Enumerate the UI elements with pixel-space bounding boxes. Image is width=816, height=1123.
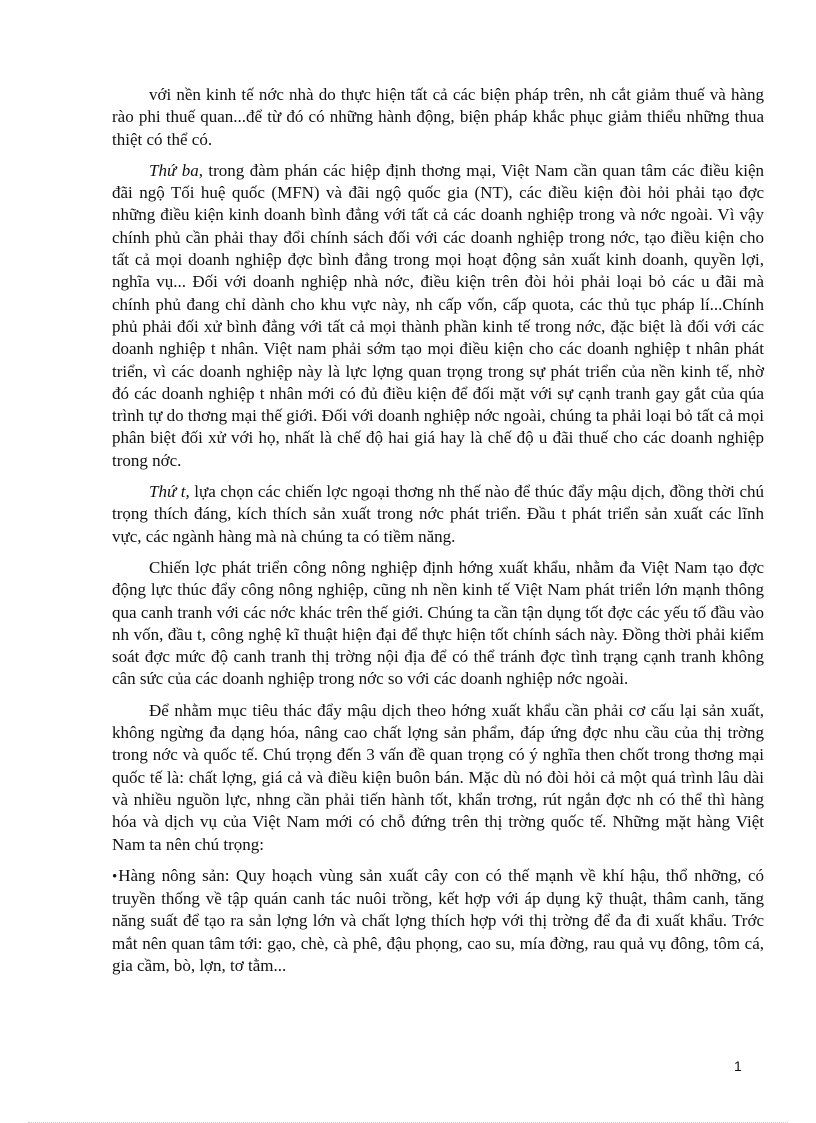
page-number: 1 (734, 1058, 742, 1074)
bullet-item-text: Hàng nông sản: Quy hoạch vùng sản xuất cây con có thế mạnh về khí hậu, thổ nhỡng, có truyền thống về tập quán canh tác nuôi trồng, kết hợp với áp dụng kỹ thuật, thâm canh, tăng năng suất để tạo ra sản lợng lớn và chất lợng thích hợp với thị trờng để đa đi xuất khẩu. Trớc mắt nên quan tâm tới: gạo, chè, cà phê, đậu phọng, cao su, mía đờng, rau quả vụ đông, tôm cá, gia cầm, bò, lợn, tơ tằm... (112, 865, 764, 975)
paragraph-3-chien-luoc (112, 557, 764, 691)
bullet-item-hang-nong-san (112, 865, 764, 977)
paragraph-0-text: với nền kinh tế nớc nhà do thực hiện tất cả các biện pháp trên, nh cắt giảm thuế và hàng rào phi thuế quan...để từ đó có những hành động, biện pháp khắc phục giảm thiểu những thua thiệt có thể có. (112, 85, 764, 149)
paragraph-1-lead-italic: Thứ ba (149, 160, 199, 180)
paragraph-1-thu-ba (112, 160, 764, 472)
paragraph-2-text: lựa chọn các chiến lợc ngoại thơng nh thế nào để thúc đẩy mậu dịch, đồng thời chú trọng thích đáng, kích thích sản xuất trong nớc phát triển. Đầu t phát triển sản xuất các lĩnh vực, các ngành hàng mà nà chúng ta có tiềm năng. (112, 482, 764, 546)
bullet-icon: • (112, 868, 118, 885)
paragraph-2-thu-tu (112, 481, 764, 548)
paragraph-2-lead-italic: Thứ t, (149, 482, 190, 502)
document-page-body (112, 84, 764, 986)
paragraph-4-muc-tieu (112, 700, 764, 856)
paragraph-3-text: Chiến lợc phát triển công nông nghiệp định hớng xuất khẩu, nhằm đa Việt Nam tạo đợc động lực thúc đẩy công nông nghiệp, cũng nh nền kinh tế Việt Nam phát triển lớn mạnh thông qua canh tranh với các nớc khác trên thế giới. Chúng ta cần tận dụng tốt đợc các yếu tố đầu vào nh vốn, đầu t, công nghệ kĩ thuật hiện đại để thực hiện tốt chính sách này. Đồng thời phải kiểm soát đợc mức độ canh tranh thị trờng nội địa để có thể tránh đợc tình trạng cạnh tranh không cân sức của các doanh nghiệp trong nớc so với các doanh nghiệp nớc ngoài. (112, 557, 764, 689)
paragraph-0 (112, 84, 764, 151)
paragraph-4-text: Để nhằm mục tiêu thác đẩy mậu dịch theo hớng xuất khẩu cần phải cơ cấu lại sản xuất, không ngừng đa dạng hóa, nâng cao chất lợng sản phẩm, đáp ứng đợc nhu cầu của thị trờng trong nớc và quốc tế. Chú trọng đến 3 vấn đề quan trọng có ý nghĩa then chốt trong thơng mại quốc tế là: chất lợng, giá cả và điều kiện buôn bán. Mặc dù nó đòi hỏi cả một quá trình lâu dài và nhiều nguồn lực, nhng cần phải tiến hành tốt, khẩn trơng, rút ngắn đợc nh có thể thì hàng hóa và dịch vụ của Việt Nam mới có chỗ đứng trên thị trờng quốc tế. Những mặt hàng Việt Nam ta nên chú trọng: (112, 700, 764, 854)
paragraph-1-text: , trong đàm phán các hiệp định thơng mại, Việt Nam cần quan tâm các điều kiện đãi ngộ Tối huệ quốc (MFN) và đãi ngộ quốc gia (NT), các điều kiện đòi hỏi phải tạo đợc những điều kiện kinh doanh bình đẳng với tất cả các doanh nghiệp trong và nớc ngoài. Vì vậy chính phủ cần phải thay đổi chính sách đối với các doanh nghiệp trong nớc, tạo điều kiện cho tất cả mọi doanh nghiệp đợc bình đẳng trong mọi hoạt động sản xuất kinh doanh, quyền lợi, nghĩa vụ... Đối với doanh nghiệp nhà nớc, điều kiện trên đòi hỏi phải loại bỏ các u đãi mà chính phủ đang chỉ dành cho khu vực này, nh cấp vốn, cấp quota, các thủ tục pháp lí...Chính phủ phải đối xử bình đẳng với tất cả mọi thành phần kinh tế trong nớc, đặc biệt là đối với các doanh nghiệp t nhân. Việt nam phải sớm tạo mọi điều kiện cho các doanh nghiệp t nhân phát triển, vì các doanh nghiệp này là lực lợng quan trọng trong sự phát triển của nền kinh tế, nhờ đó các doanh nghiệp t nhân mới có đủ điều kiện để đối mặt với sự cạnh tranh gay gắt của qúa trình tự do thơng mại thế giới. Đối với doanh nghiệp nớc ngoài, chúng ta phải loại bỏ tất cả mọi phân biệt đối xử với họ, nhất là chế độ hai giá hay là chế độ u đãi thuế cho các doanh nghiệp trong nớc. (112, 160, 764, 470)
